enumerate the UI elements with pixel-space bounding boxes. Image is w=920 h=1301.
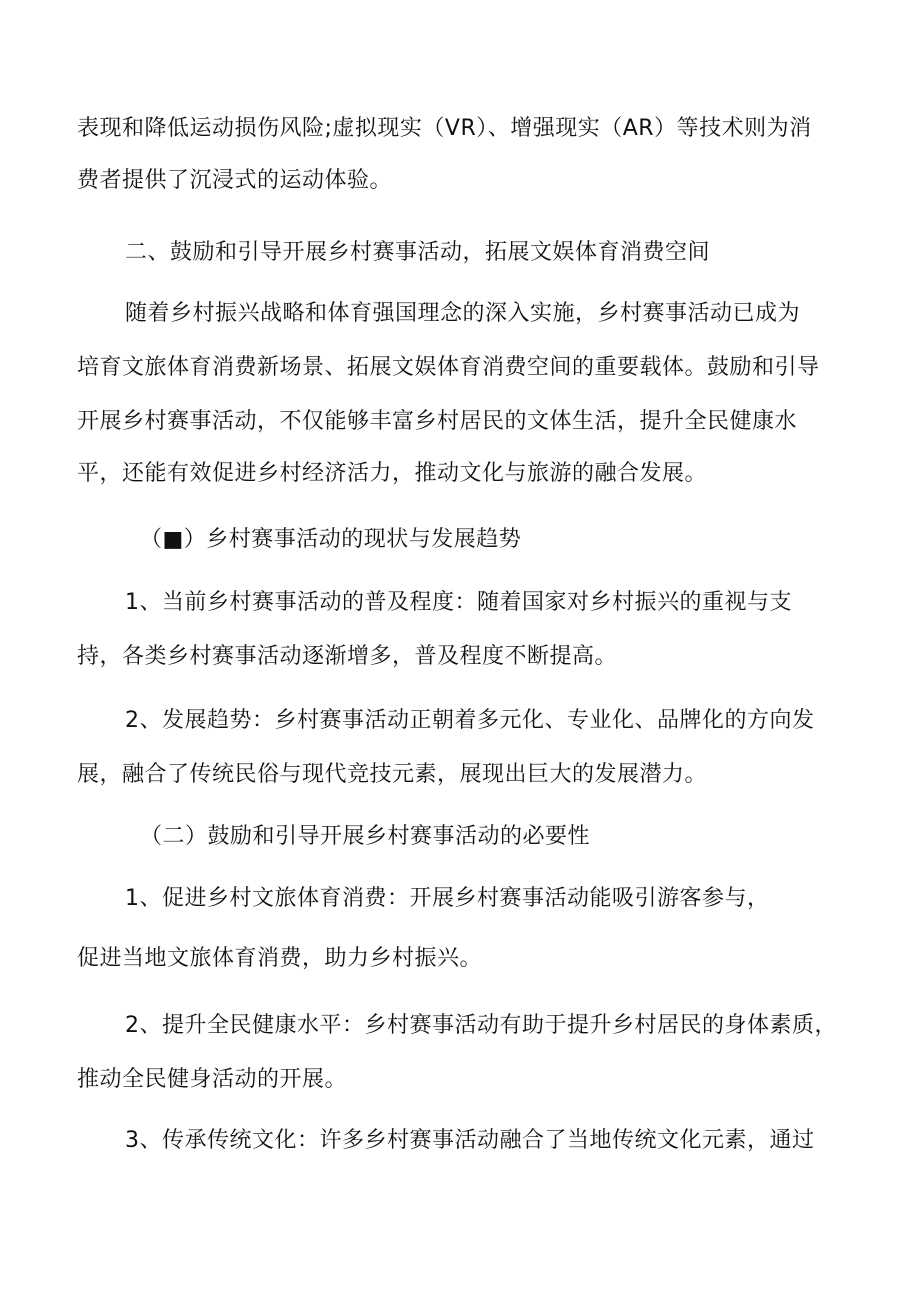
text-line: 开展乡村赛事活动，不仅能够丰富乡村居民的文体生活，提升全民健康水 [77, 409, 798, 434]
subsection-heading: （■）乡村赛事活动的现状与发展趋势 [140, 527, 522, 552]
text-line: 培育文旅体育消费新场景、拓展文娱体育消费空间的重要载体。鼓励和引导 [77, 355, 820, 380]
text-line: 随着乡村振兴战略和体育强国理念的深入实施，乡村赛事活动已成为 [125, 301, 801, 326]
text-line: 平，还能有效促进乡村经济活力，推动文化与旅游的融合发展。 [77, 461, 708, 486]
text-line: 1、当前乡村赛事活动的普及程度：随着国家对乡村振兴的重视与支 [125, 590, 792, 615]
text-line: 推动全民健身活动的开展。 [77, 1067, 348, 1092]
text-line: 持，各类乡村赛事活动逐渐增多，普及程度不断提高。 [77, 644, 618, 669]
text-line: 表现和降低运动损伤风险;虚拟现实（VR）、增强现实（AR）等技术则为消 [77, 116, 812, 141]
text-line: 3、传承传统文化：许多乡村赛事活动融合了当地传统文化元素，通过 [125, 1128, 815, 1153]
text-line: 展，融合了传统民俗与现代竞技元素，展现出巨大的发展潜力。 [77, 762, 708, 787]
subsection-heading: （二）鼓励和引导开展乡村赛事活动的必要性 [140, 824, 591, 849]
text-line: 1、促进乡村文旅体育消费：开展乡村赛事活动能吸引游客参与， [125, 886, 770, 911]
section-heading: 二、鼓励和引导开展乡村赛事活动，拓展文娱体育消费空间 [125, 240, 711, 265]
text-line: 费者提供了沉浸式的运动体验。 [77, 168, 393, 193]
text-line: 2、发展趋势：乡村赛事活动正朝着多元化、专业化、品牌化的方向发 [125, 708, 815, 733]
text-line: 促进当地文旅体育消费，助力乡村振兴。 [77, 946, 483, 971]
text-line: 2、提升全民健康水平：乡村赛事活动有助于提升乡村居民的身体素质， [125, 1013, 837, 1038]
